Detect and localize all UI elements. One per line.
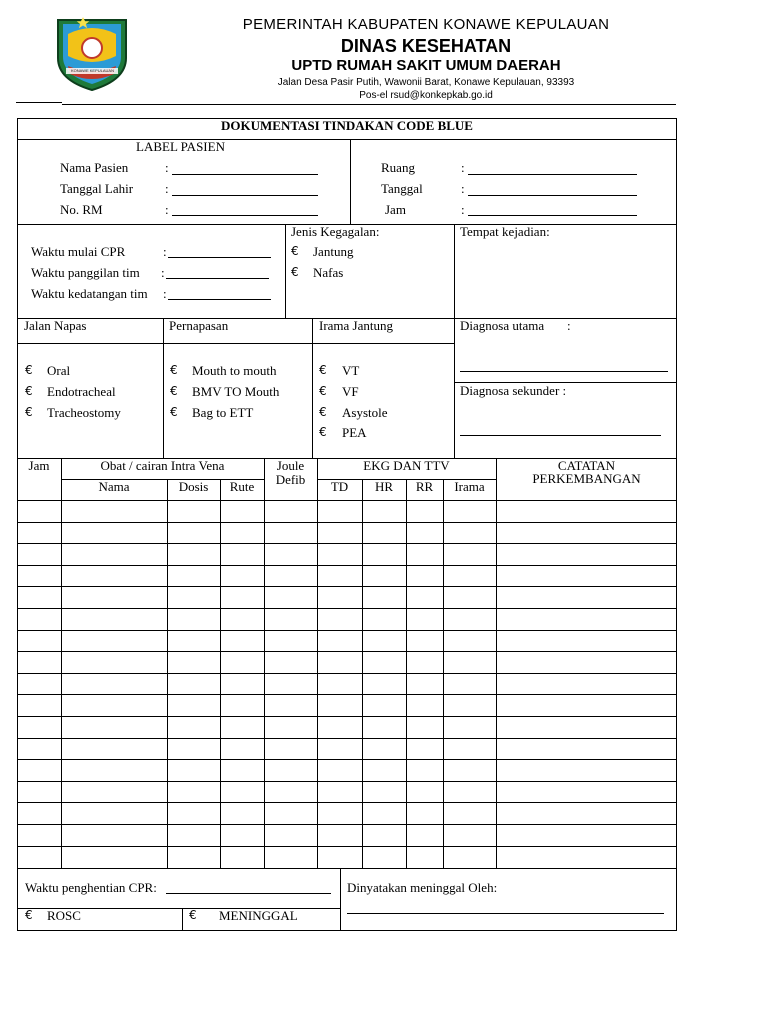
field-tanggal-label: Tanggal (381, 181, 423, 196)
col-ekg-ttv: EKG DAN TTV (363, 458, 450, 473)
field-jam-label: Jam (385, 202, 406, 217)
rule (496, 458, 497, 868)
monitoring-table (17, 458, 677, 868)
table-row[interactable] (17, 802, 677, 803)
checkbox-nafas[interactable]: € (291, 265, 299, 279)
rule (340, 868, 341, 931)
checkbox-endotracheal[interactable]: € (25, 384, 33, 398)
checkbox-vf[interactable]: € (319, 384, 327, 398)
checkbox-oral[interactable]: € (25, 363, 33, 377)
colon: : (165, 181, 169, 196)
rule (317, 458, 318, 868)
table-row[interactable] (17, 608, 677, 609)
field-waktu-mulai-cpr-label: Waktu mulai CPR (31, 244, 126, 259)
diagnosa-utama-label: Diagnosa utama (460, 318, 545, 333)
option-mouth-to-mouth: Mouth to mouth (192, 363, 277, 378)
table-row[interactable] (17, 673, 677, 674)
option-pea: PEA (342, 425, 367, 440)
table-row[interactable] (17, 781, 677, 782)
option-rosc: ROSC (47, 908, 81, 923)
colon: : (165, 202, 169, 217)
logo-text: KONAWE KEPULAUAN (71, 68, 114, 73)
checkbox-rosc[interactable]: € (25, 908, 33, 922)
colon: : (461, 160, 465, 175)
option-bag-to-ett: Bag to ETT (192, 405, 254, 420)
table-row[interactable] (17, 586, 677, 587)
option-bmv-to-mouth: BMV TO Mouth (192, 384, 280, 399)
field-nama-pasien-input[interactable] (172, 174, 318, 175)
header-rule-short (16, 102, 62, 103)
option-endotracheal: Endotracheal (47, 384, 116, 399)
header-rule (62, 104, 676, 105)
rule (285, 224, 286, 319)
option-vf: VF (342, 384, 359, 399)
rule (17, 139, 677, 140)
colon: : (461, 202, 465, 217)
header-email: Pos-el rsud@konkepkab.go.id (359, 90, 493, 101)
option-tracheostomy: Tracheostomy (47, 405, 121, 420)
colon: : (163, 244, 167, 259)
option-meninggal: MENINGGAL (219, 908, 298, 923)
colon: : (161, 265, 165, 280)
col-catatan: CATATAN (557, 458, 616, 473)
jalan-napas-heading: Jalan Napas (24, 318, 87, 333)
dinyatakan-label: Dinyatakan meninggal Oleh: (347, 880, 498, 895)
col-td: TD (330, 479, 349, 494)
checkbox-meninggal[interactable]: € (189, 908, 197, 922)
table-row[interactable] (17, 522, 677, 523)
field-ruang-label: Ruang (381, 160, 415, 175)
checkbox-bmv-to-mouth[interactable]: € (170, 384, 178, 398)
col-hr: HR (374, 479, 394, 494)
colon: : (567, 318, 571, 333)
table-row[interactable] (17, 759, 677, 760)
field-waktu-kedatangan-label: Waktu kedatangan tim (31, 286, 148, 301)
col-obat: Obat / cairan Intra Vena (100, 458, 225, 473)
table-row[interactable] (17, 694, 677, 695)
option-asystole: Asystole (342, 405, 388, 420)
field-ruang-input[interactable] (468, 174, 637, 175)
irama-jantung-heading: Irama Jantung (319, 318, 394, 333)
table-row[interactable] (17, 738, 677, 739)
colon: : (163, 286, 167, 301)
diagnosa-sekunder-input[interactable] (460, 435, 661, 436)
col-jam: Jam (28, 458, 50, 473)
diagnosa-sekunder-label: Diagnosa sekunder : (460, 383, 567, 398)
field-waktu-panggilan-input[interactable] (166, 278, 269, 279)
diagnosa-utama-input[interactable] (460, 371, 668, 372)
rule (182, 908, 183, 931)
rule (17, 343, 454, 344)
checkbox-tracheostomy[interactable]: € (25, 405, 33, 419)
waktu-penghentian-input[interactable] (166, 893, 331, 894)
col-defib: Defib (275, 472, 306, 487)
table-row[interactable] (17, 846, 677, 847)
label-pasien-heading: LABEL PASIEN (136, 139, 225, 154)
checkbox-bag-to-ett[interactable]: € (170, 405, 178, 419)
colon: : (461, 181, 465, 196)
table-row[interactable] (17, 824, 677, 825)
rule (163, 318, 164, 458)
colon: : (165, 160, 169, 175)
form-title: DOKUMENTASI TINDAKAN CODE BLUE (221, 118, 473, 133)
col-irama: Irama (454, 479, 485, 494)
rule (350, 139, 351, 224)
field-waktu-panggilan-label: Waktu panggilan tim (31, 265, 140, 280)
table-row[interactable] (17, 543, 677, 544)
header-address: Jalan Desa Pasir Putih, Wawonii Barat, Konawe Kepulauan, 93393 (277, 77, 575, 88)
table-row[interactable] (17, 630, 677, 631)
option-jantung: Jantung (313, 244, 354, 259)
option-oral: Oral (47, 363, 71, 378)
table-header-divider (17, 500, 677, 501)
header-agency: DINAS KESEHATAN (340, 36, 512, 56)
rule (454, 224, 455, 458)
rule (17, 868, 677, 869)
checkbox-mouth-to-mouth[interactable]: € (170, 363, 178, 377)
field-nama-pasien-label: Nama Pasien (60, 160, 129, 175)
field-tanggal-input[interactable] (468, 195, 637, 196)
rule (312, 318, 313, 458)
header-hospital: UPTD RUMAH SAKIT UMUM DAERAH (291, 57, 561, 74)
field-waktu-kedatangan-input[interactable] (168, 299, 271, 300)
field-waktu-mulai-cpr-input[interactable] (168, 257, 271, 258)
table-row[interactable] (17, 565, 677, 566)
col-dosis: Dosis (178, 479, 209, 494)
field-no-rm-input[interactable] (172, 215, 318, 216)
pernapasan-heading: Pernapasan (169, 318, 229, 333)
dinyatakan-input[interactable] (347, 913, 664, 914)
field-no-rm-label: No. RM (60, 202, 103, 217)
table-row[interactable] (17, 651, 677, 652)
checkbox-asystole[interactable]: € (319, 405, 327, 419)
checkbox-jantung[interactable]: € (291, 244, 299, 258)
tempat-kejadian-heading: Tempat kejadian: (460, 224, 550, 239)
field-jam-input[interactable] (468, 215, 637, 216)
col-rute: Rute (229, 479, 255, 494)
logo-emblem-icon (54, 14, 130, 92)
field-tanggal-lahir-input[interactable] (172, 195, 318, 196)
checkbox-vt[interactable]: € (319, 363, 327, 377)
col-joule: Joule (276, 458, 305, 473)
header-government: PEMERINTAH KABUPATEN KONAWE KEPULAUAN (242, 16, 610, 33)
rule (61, 458, 62, 868)
table-row[interactable] (17, 716, 677, 717)
logo (54, 14, 130, 92)
waktu-penghentian-label: Waktu penghentian CPR: (25, 880, 157, 895)
rule (264, 458, 265, 868)
col-nama: Nama (98, 479, 130, 494)
jenis-kegagalan-heading: Jenis Kegagalan: (291, 224, 380, 239)
checkbox-pea[interactable]: € (319, 425, 327, 439)
col-perkembangan: PERKEMBANGAN (532, 471, 641, 486)
field-tanggal-lahir-label: Tanggal Lahir (60, 181, 134, 196)
option-nafas: Nafas (313, 265, 344, 280)
col-rr: RR (415, 479, 434, 494)
option-vt: VT (342, 363, 360, 378)
